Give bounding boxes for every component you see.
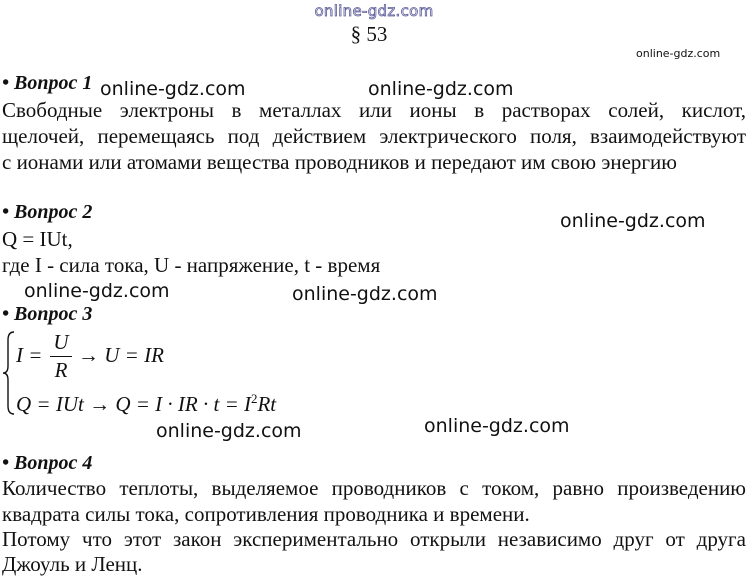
section-number: § 53 [350, 22, 388, 46]
watermark: online-gdz.com [368, 78, 514, 100]
question-2-formula: Q = IUt, [2, 227, 73, 251]
question-4-line-2: квадрата силы тока, сопротивления проводника и времени. [2, 502, 530, 526]
formula-2-tail: Rt [257, 392, 277, 416]
formula-1-lhs: I = [16, 343, 43, 367]
question-2-definition: где I - сила тока, U - напряжение, t - время [2, 253, 381, 277]
question-3-title: • Вопрос 3 [2, 303, 93, 325]
formula-2-main: Q = IUt → Q = I · IR · t = I [16, 392, 251, 416]
watermark: online-gdz.com [24, 280, 170, 302]
question-1-title: • Вопрос 1 [2, 72, 93, 94]
watermark: online-gdz.com [424, 415, 570, 437]
question-1-line-1: Свободные электроны в металлах или ионы в растворах солей, кислот, [2, 98, 746, 122]
formula-2-exponent: 2 [250, 391, 258, 406]
formula-1-denominator: R [54, 358, 68, 382]
watermark: online-gdz.com [156, 420, 302, 442]
question-4-line-3: Потому что этот закон экспериментально открыли независимо друг от друга [2, 527, 746, 551]
formula-1-rhs: → U = IR [78, 343, 164, 367]
formula-1-numerator: U [53, 330, 69, 354]
question-2-title: • Вопрос 2 [2, 201, 93, 223]
watermark: online-gdz.com [100, 78, 246, 100]
corner-watermark: online-gdz.com [636, 47, 721, 60]
site-header-logo[interactable]: online-gdz.com [314, 2, 434, 20]
system-brace [2, 330, 16, 416]
watermark: online-gdz.com [560, 210, 706, 232]
question-1-line-2: щелочей, перемещаясь под действием электрического поля, взаимодействуют [2, 124, 746, 148]
question-4-line-1: Количество теплоты, выделяемое проводников с током, равно произведению [2, 476, 746, 500]
question-4-line-4: Джоуль и Ленц. [2, 552, 143, 576]
question-1-line-3: с ионами или атомами вещества проводников и передают им свою энергию [2, 150, 677, 174]
question-4-title: • Вопрос 4 [2, 452, 93, 474]
formula-2 [16, 391, 276, 417]
watermark: online-gdz.com [292, 283, 438, 305]
